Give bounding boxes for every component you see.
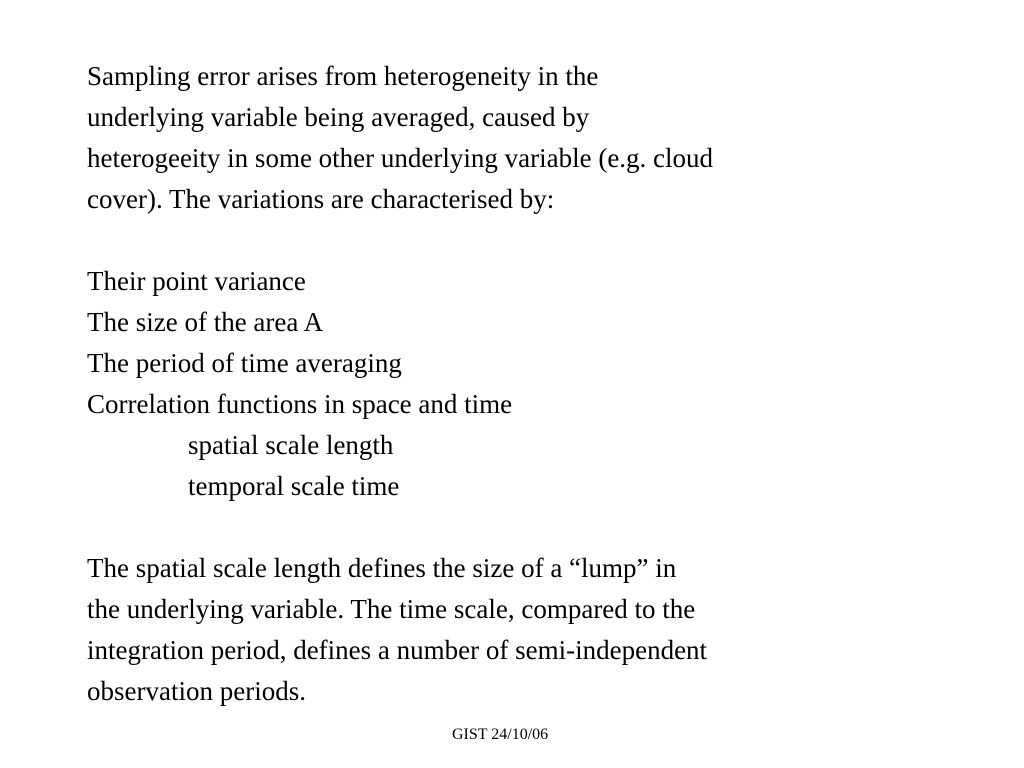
factor-item: The size of the area A [87, 307, 324, 337]
sub-factor-item: temporal scale time [188, 471, 400, 501]
intro-line: Sampling error arises from heterogeneity in the [87, 61, 599, 91]
factor-item: Correlation functions in space and time [87, 389, 513, 419]
intro-line: heterogeeity in some other underlying variable (e.g. cloud [87, 143, 714, 173]
conclusion-line: integration period, defines a number of semi-independent [87, 635, 708, 665]
slide-footer: GIST 24/10/06 [452, 726, 549, 743]
sub-factor-item: spatial scale length [188, 430, 394, 460]
conclusion-line: the underlying variable. The time scale, compared to the [87, 594, 696, 624]
conclusion-line: The spatial scale length defines the size of a “lump” in [87, 553, 677, 583]
conclusion-line: observation periods. [87, 676, 306, 706]
factor-item: The period of time averaging [87, 348, 402, 378]
intro-line: cover). The variations are characterised by: [87, 184, 555, 214]
intro-line: underlying variable being averaged, caused by [87, 102, 590, 132]
factor-item: Their point variance [87, 266, 306, 296]
